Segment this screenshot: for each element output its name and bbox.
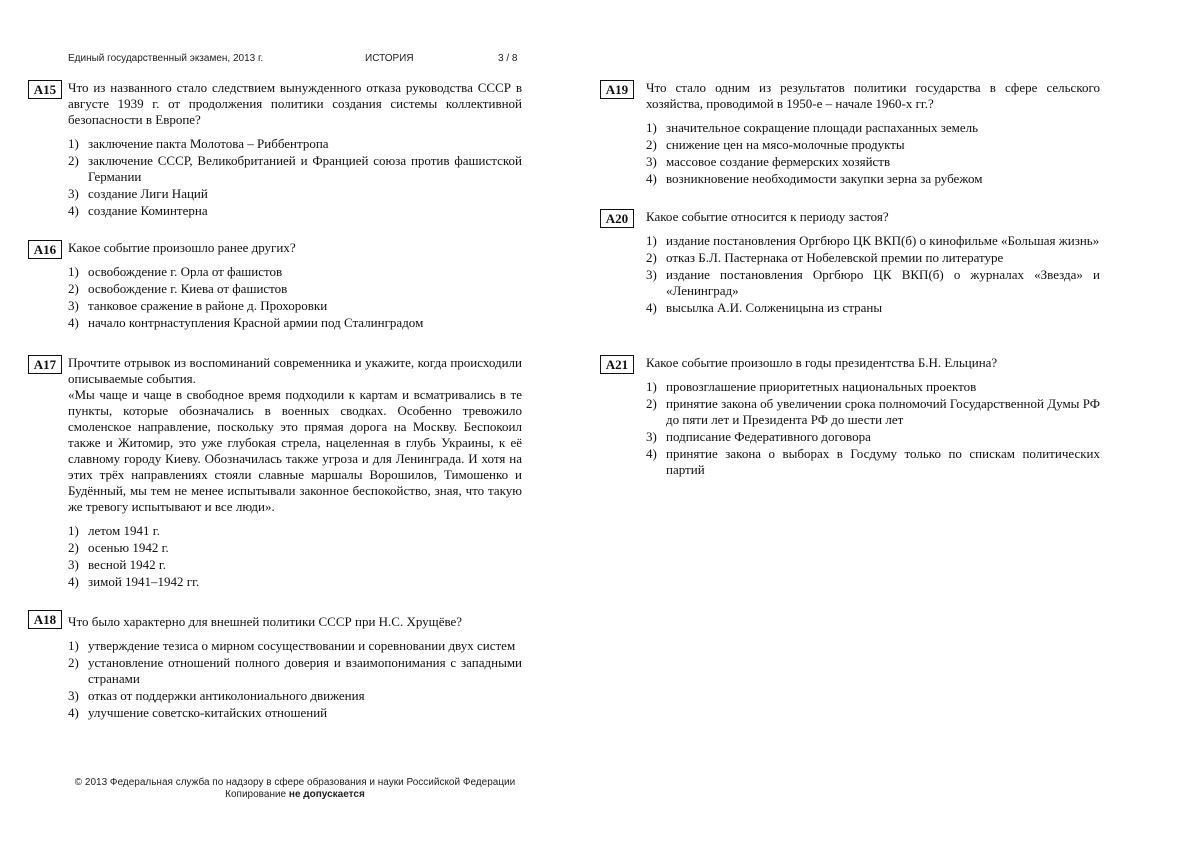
options-a20 bbox=[646, 233, 1100, 316]
question-text-a16: Какое событие произошло ранее других? bbox=[68, 240, 296, 255]
question-number-a21: А21 bbox=[600, 355, 634, 374]
option-a17-3: 3) весной 1942 г. bbox=[68, 557, 166, 572]
option-a21-4: 4) принятие закона о выборах в Госдуму только по спискам политических партий bbox=[646, 446, 1100, 477]
option-a19-1: 1) значительное сокращение площади распаханных земель bbox=[646, 120, 979, 135]
question-number-a19: А19 bbox=[600, 80, 634, 99]
question-a21 bbox=[600, 355, 1100, 479]
option-a20-1: 1) издание постановления Оргбюро ЦК ВКП(б) о кинофильме «Большая жизнь» bbox=[646, 233, 1100, 248]
question-number-a15: А15 bbox=[28, 80, 62, 99]
option-a21-1: 1) провозглашение приоритетных национальных проектов bbox=[646, 379, 977, 394]
option-a19-2: 2) снижение цен на мясо-молочные продукты bbox=[646, 137, 905, 152]
option-a16-1: 1) освобождение г. Орла от фашистов bbox=[68, 264, 283, 279]
question-quote-a17: «Мы чаще и чаще в свободное время подходили к картам и всматривались в те пункты, которые обозначались в военных сводках. Особенно тревожило смоленское направление, поскольку это прямая дорога на Москву. Беспокоил также и Житомир, это уже глубокая стрела, нацеленная в глубь Украины, к её славному городу Киеву. Обозначилась также угроза и для Ленинграда. И хотя на этих трёх направлениях стояли славные маршалы Ворошилов, Тимошенко и Будённый, мы тем не менее испытывали законное беспокойство, зная, что такую же тревогу испытывают и все люди». bbox=[68, 387, 522, 514]
option-a21-2: 2) принятие закона об увеличении срока полномочий Государственной Думы РФ до пяти лет и Президента РФ до шести лет bbox=[646, 396, 1100, 427]
question-text-a18: Что было характерно для внешней политики СССР при Н.С. Хрущёве? bbox=[68, 614, 463, 629]
option-a20-3: 3) издание постановления Оргбюро ЦК ВКП(б) о журналах «Звезда» и «Ленинград» bbox=[646, 267, 1100, 298]
option-a19-4: 4) возникновение необходимости закупки зерна за рубежом bbox=[646, 171, 983, 186]
question-a20 bbox=[600, 209, 1100, 317]
copyright-footer bbox=[0, 777, 590, 801]
question-number-a18: А18 bbox=[28, 610, 62, 629]
option-a18-4: 4) улучшение советско-китайских отношений bbox=[68, 705, 328, 720]
question-a15 bbox=[28, 80, 522, 220]
option-a16-2: 2) освобождение г. Киева от фашистов bbox=[68, 281, 288, 296]
option-a20-2: 2) отказ Б.Л. Пастернака от Нобелевской премии по литературе bbox=[646, 250, 1004, 265]
left-column bbox=[28, 0, 522, 849]
option-a16-4: 4) начало контрнаступления Красной армии под Сталинградом bbox=[68, 315, 424, 330]
question-text-a20: Какое событие относится к периоду застоя? bbox=[646, 209, 889, 224]
header-subject: ИСТОРИЯ bbox=[365, 53, 414, 64]
copyright-line: © 2013 Федеральная служба по надзору в сфере образования и науки Российской Федерации bbox=[74, 777, 516, 788]
option-a18-2: 2) установление отношений полного доверия и взаимопонимания с западными странами bbox=[68, 655, 522, 686]
copying-notice: Копирование не допускается bbox=[225, 789, 365, 800]
header-page-number: 3 / 8 bbox=[498, 53, 518, 64]
options-a16 bbox=[68, 264, 522, 331]
question-number-a17: А17 bbox=[28, 355, 62, 374]
option-a18-1: 1) утверждение тезиса о мирном сосуществовании и соревновании двух систем bbox=[68, 638, 516, 653]
question-text-a15: Что из названного стало следствием вынужденного отказа руководства СССР в августе 1939 г. от продолжения политики создания системы коллективной безопасности в Европе? bbox=[68, 80, 522, 127]
option-a15-1: 1) заключение пакта Молотова – Риббентропа bbox=[68, 136, 329, 151]
question-text-a21: Какое событие произошло в годы президентства Б.Н. Ельцина? bbox=[646, 355, 998, 370]
question-a17 bbox=[28, 355, 522, 591]
option-a15-3: 3) создание Лиги Наций bbox=[68, 186, 208, 201]
option-a15-2: 2) заключение СССР, Великобританией и Францией союза против фашистской Германии bbox=[68, 153, 522, 184]
right-column bbox=[600, 0, 1100, 849]
option-a20-4: 4) высылка А.И. Солженицына из страны bbox=[646, 300, 883, 315]
options-a19 bbox=[646, 120, 1100, 187]
question-number-a16: А16 bbox=[28, 240, 62, 259]
option-a15-4: 4) создание Коминтерна bbox=[68, 203, 208, 218]
question-a16 bbox=[28, 240, 522, 332]
option-a17-2: 2) осенью 1942 г. bbox=[68, 540, 169, 555]
copying-notice-bold: не допускается bbox=[288, 789, 365, 800]
question-number-a20: А20 bbox=[600, 209, 634, 228]
option-a16-3: 3) танковое сражение в районе д. Прохоровки bbox=[68, 298, 328, 313]
question-text-a17: Прочтите отрывок из воспоминаний современника и укажите, когда происходили описываемые события. bbox=[68, 355, 522, 386]
options-a21 bbox=[646, 379, 1100, 478]
options-a18 bbox=[68, 638, 522, 721]
option-a17-4: 4) зимой 1941–1942 гг. bbox=[68, 574, 200, 589]
options-a15 bbox=[68, 136, 522, 219]
question-text-a19: Что стало одним из результатов политики государства в сфере сельского хозяйства, проводимой в 1950-е – начале 1960-х гг.? bbox=[646, 80, 1100, 111]
option-a21-3: 3) подписание Федеративного договора bbox=[646, 429, 871, 444]
question-a19 bbox=[600, 80, 1100, 188]
header-exam-title: Единый государственный экзамен, 2013 г. bbox=[68, 53, 264, 64]
option-a17-1: 1) летом 1941 г. bbox=[68, 523, 160, 538]
option-a19-3: 3) массовое создание фермерских хозяйств bbox=[646, 154, 891, 169]
option-a18-3: 3) отказ от поддержки антиколониального движения bbox=[68, 688, 365, 703]
options-a17 bbox=[68, 523, 522, 590]
question-a18 bbox=[28, 610, 522, 722]
